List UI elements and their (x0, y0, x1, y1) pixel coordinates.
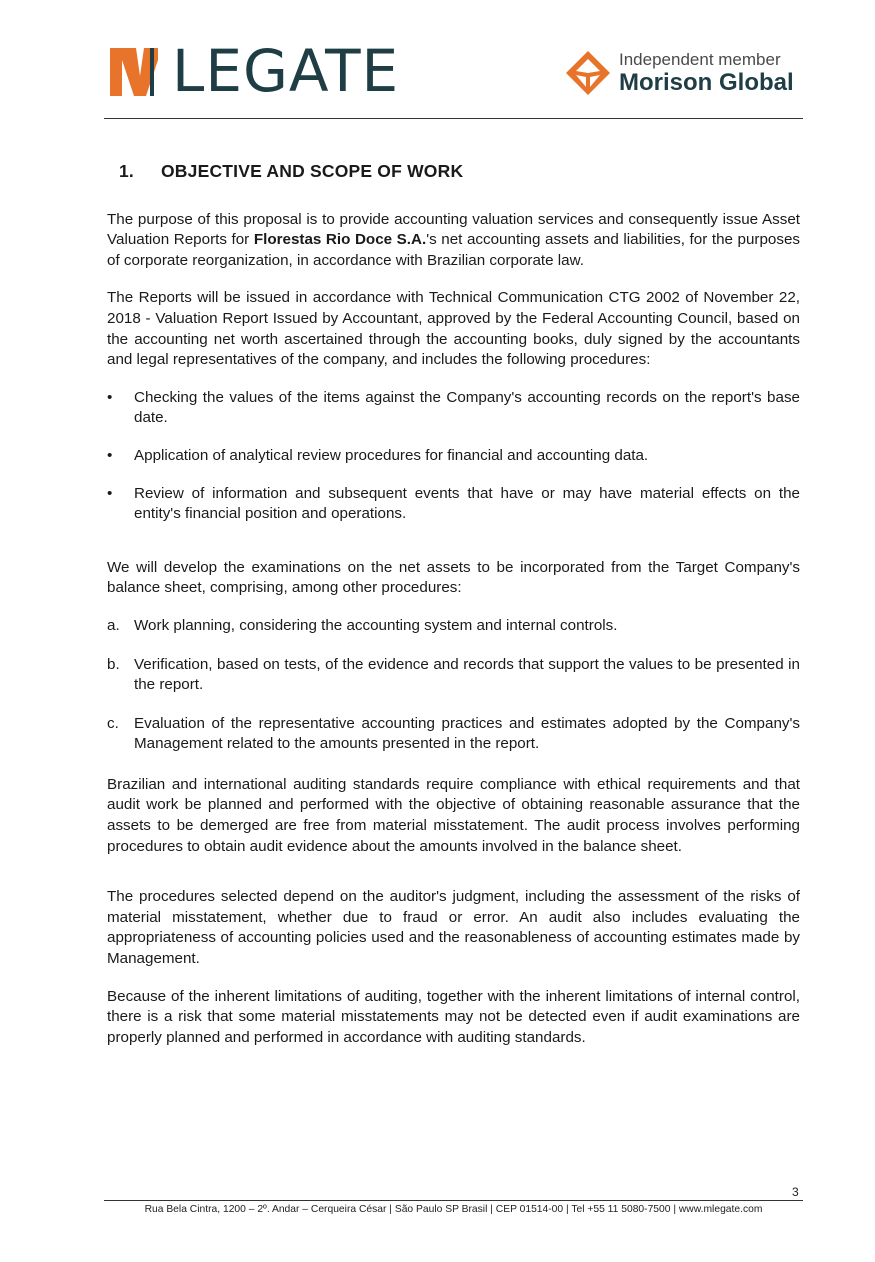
header-divider (104, 118, 803, 119)
mlegate-m-mark-icon (110, 46, 168, 96)
company-name: Florestas Rio Doce S.A. (253, 231, 427, 249)
independent-member-label: Independent member (619, 50, 781, 69)
morison-global-name: Morison Global (619, 69, 794, 96)
list-marker: a. (107, 616, 120, 634)
list-item (107, 655, 800, 696)
list-marker: c. (107, 714, 119, 732)
list-item-text: Work planning, considering the accounting system and internal controls. (134, 616, 618, 634)
morison-global-badge (566, 50, 794, 96)
list-item-text: Checking the values of the items against the Company's accounting records on the report's base date. (134, 388, 800, 427)
list-item-text: Evaluation of the representative accounting practices and estimates adopted by the Company's Management related to the amounts presented in the report. (134, 714, 800, 753)
list-marker: b. (107, 655, 120, 673)
bullet-icon: • (107, 388, 113, 406)
list-item (107, 484, 800, 525)
purpose-text-end: 's net accounting assets and liabilities, for the purposes of corporate reorganization, in accordance with Brazilian corporate law. (107, 231, 801, 269)
page-number: 3 (792, 1185, 799, 1199)
list-item (107, 446, 800, 467)
section-number: 1. (119, 161, 134, 181)
judgment-paragraph: The procedures selected depend on the auditor's judgment, including the assessment of the risks of material misstatement, whether due to fraud or error. An audit also includes evaluating the appropriateness of accounting policies used and the reasonableness of accounting estimates made by Management. (107, 888, 800, 968)
document-body (107, 158, 800, 1048)
mlegate-logo (110, 37, 400, 105)
limitations-paragraph: Because of the inherent limitations of auditing, together with the inherent limitations of internal control, there is a risk that some material misstatements may not be detected even if audit examinations are properly planned and performed in accordance with auditing standards. (107, 987, 800, 1046)
bullet-icon: • (107, 446, 113, 464)
footer-address: Rua Bela Cintra, 1200 – 2º. Andar – Cerqueira César | São Paulo SP Brasil | CEP 01514-00 | Tel +55 11 5080-7500 | www.mlegate.com (144, 1204, 763, 1215)
procedures-bullet-list (107, 388, 800, 525)
section-heading (119, 161, 800, 182)
footer-divider (104, 1200, 803, 1201)
list-item (107, 616, 800, 637)
list-item-text: Application of analytical review procedures for financial and accounting data. (134, 446, 649, 464)
list-item-text: Verification, based on tests, of the evidence and records that support the values to be presented in the report. (134, 655, 800, 694)
morison-cube-icon (566, 51, 610, 95)
mlegate-wordmark: LEGATE (172, 37, 400, 105)
section-title: OBJECTIVE AND SCOPE OF WORK (161, 161, 464, 181)
reports-paragraph: The Reports will be issued in accordance with Technical Communication CTG 2002 of November 22, 2018 - Valuation Report Issued by Accountant, approved by the Federal Accounting Council, based on the accounting net worth ascertained through the accounting books, duly signed by the accountants and legal representatives of the company, and includes the following procedures: (107, 289, 800, 369)
list-item-text: Review of information and subsequent events that have or may have material effects on the entity's financial position and operations. (134, 484, 800, 523)
examinations-paragraph: We will develop the examinations on the net assets to be incorporated from the Target Company's balance sheet, comprising, among other procedures: (107, 558, 800, 597)
bullet-icon: • (107, 484, 113, 502)
list-item (107, 388, 800, 429)
examinations-lettered-list (107, 616, 800, 755)
purpose-text-start: The purpose of this proposal is to provide accounting valuation services and consequently issue Asset Valuation Reports for (107, 210, 800, 249)
purpose-paragraph (107, 210, 800, 272)
list-item (107, 714, 800, 755)
standards-paragraph: Brazilian and international auditing standards require compliance with ethical requirements and that audit work be planned and performed with the objective of obtaining reasonable assurance that the assets to be demerged are free from material misstatement. The audit process involves performing procedures to obtain audit evidence about the amounts involved in the balance sheet. (107, 775, 800, 855)
